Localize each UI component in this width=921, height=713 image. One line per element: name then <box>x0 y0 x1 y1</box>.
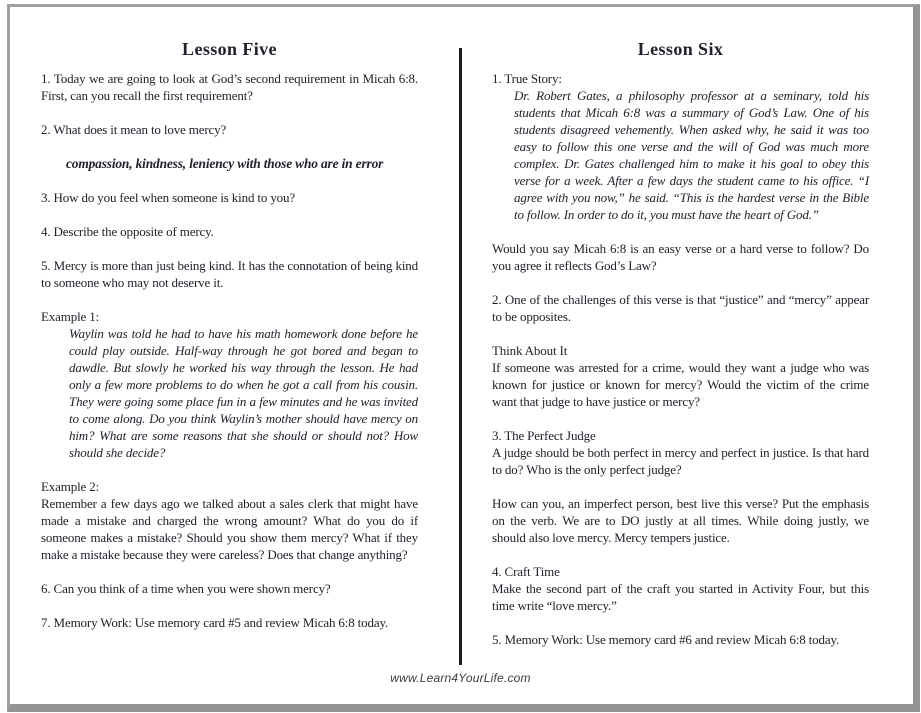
lesson-five-question-4: 4. Describe the opposite of mercy. <box>41 224 214 239</box>
lesson-six-column <box>492 38 869 665</box>
lesson-six-question-5: 5. Memory Work: Use memory card #6 and review Micah 6:8 today. <box>492 632 840 647</box>
lesson-five-column <box>41 38 418 648</box>
column-divider <box>459 48 462 665</box>
example-2-text: Remember a few days ago we talked about a sales clerk that might have made a mistake and charged the wrong amount? What do you do if someone makes a mistake? Should you show them mercy? What if they make a mistake because they were careless? Does that change anything? <box>41 496 418 562</box>
lesson-five-question-7: 7. Memory Work: Use memory card #5 and review Micah 6:8 today. <box>41 615 389 630</box>
craft-time-text: Make the second part of the craft you started in Activity Four, but this time write “love mercy.” <box>492 581 869 613</box>
craft-time-label: 4. Craft Time <box>492 564 560 579</box>
lesson-five-question-6: 6. Can you think of a time when you were shown mercy? <box>41 581 331 596</box>
example-1-story: Waylin was told he had to have his math homework done before he could play outside. Half-way through he got bored and began to dawdle. But slowly he worked his way through the lesson. He had only a few more problems to do when he got a call from his cousin. They were going some place fun in a few minutes and he was invited to come along. Do you think Waylin’s mother should have mercy on him? What are some reasons that she should or should not? How should she decide? <box>69 326 418 460</box>
footer-url: www.Learn4YourLife.com <box>390 671 531 685</box>
lesson-five-title: Lesson Five <box>182 39 277 59</box>
true-story-text: Dr. Robert Gates, a philosophy professor at a seminary, told his students that Micah 6:8 was a summary of God’s Law. One of his students disagreed vehemently. When asked why, he said it was too easy to follow this one verse and the will of God was much more complex. Dr. Gates challenged him to make it his goal to obey this verse for a week. After a few days the student came to his office. “I agree with you now,” he said. “This is the hardest verse in the Bible to follow. In order to do it, you must have the heart of God.” <box>514 88 869 222</box>
lesson-six-title: Lesson Six <box>637 39 724 59</box>
lesson-five-question-3: 3. How do you feel when someone is kind to you? <box>41 190 295 205</box>
example-1-label: Example 1: <box>41 309 100 324</box>
think-about-it-label: Think About It <box>492 343 568 358</box>
example-2-label: Example 2: <box>41 479 100 494</box>
lesson-five-question-2: 2. What does it mean to love mercy? <box>41 122 227 137</box>
perfect-judge-text: A judge should be both perfect in mercy and perfect in justice. Is that hard to do? Who is the only perfect judge? <box>492 445 869 477</box>
lesson-six-question-2: 2. One of the challenges of this verse is that “justice” and “mercy” appear to be opposites. <box>492 292 869 324</box>
think-about-it-text: If someone was arrested for a crime, would they want a judge who was known for justice or known for mercy? Would the victim of the crime want that judge to have justice or mercy? <box>492 360 869 409</box>
perfect-judge-label: 3. The Perfect Judge <box>492 428 596 443</box>
lesson-five-question-2-answer: compassion, kindness, leniency with those who are in error <box>66 156 384 171</box>
lesson-five-question-1: 1. Today we are going to look at God’s second requirement in Micah 6:8. First, can you recall the first requirement? <box>41 71 418 103</box>
lesson-five-question-5: 5. Mercy is more than just being kind. It has the connotation of being kind to someone who may not deserve it. <box>41 258 418 290</box>
true-story-label: 1. True Story: <box>492 71 562 86</box>
perfect-judge-text-2: How can you, an imperfect person, best live this verse? Put the emphasis on the verb. We are to DO justly at all times. While doing justly, we should also love mercy. Mercy tempers justice. <box>492 496 869 545</box>
true-story-question: Would you say Micah 6:8 is an easy verse or a hard verse to follow? Do you agree it reflects God’s Law? <box>492 241 869 273</box>
